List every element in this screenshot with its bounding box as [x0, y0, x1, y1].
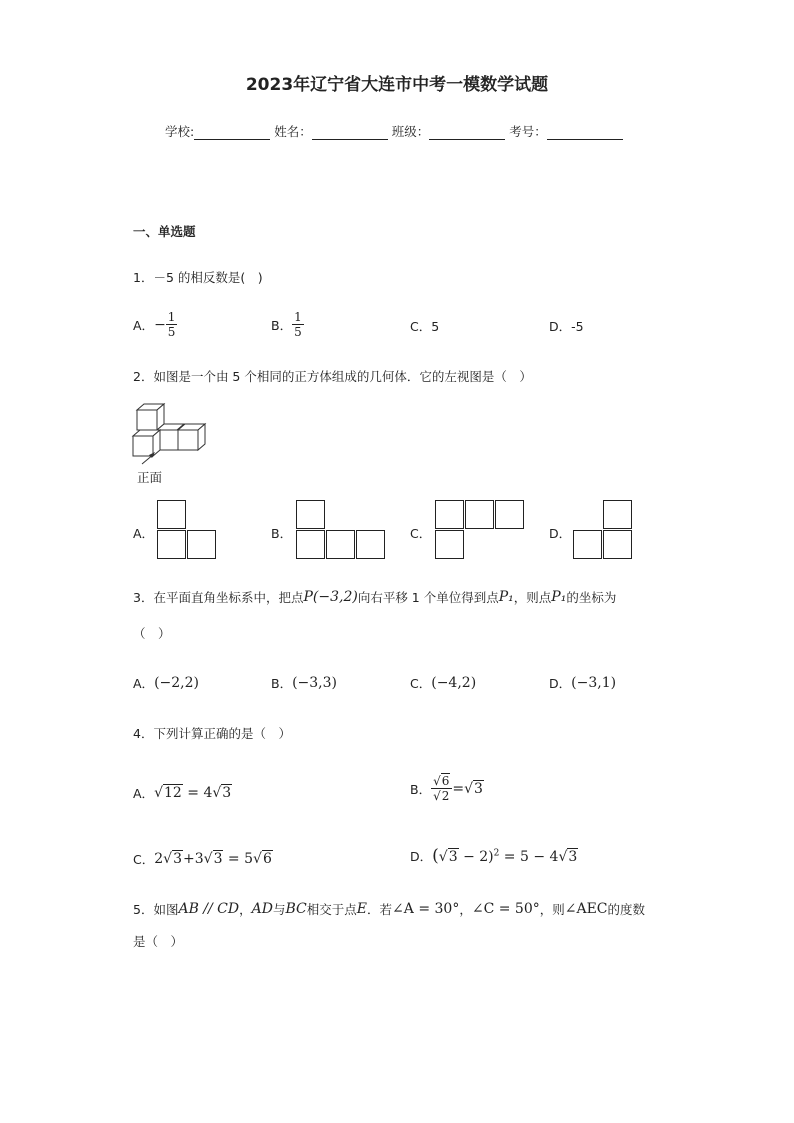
- square: [187, 530, 216, 559]
- q2-front-label: 正面: [137, 470, 163, 485]
- expr-part: =: [452, 780, 465, 797]
- q3-stem-part: ，则点: [513, 590, 552, 605]
- expr-part: (: [432, 846, 439, 866]
- q3-option-c-label: C．: [410, 676, 432, 691]
- square: [296, 530, 325, 559]
- numerator: √6: [431, 774, 452, 789]
- q1-option-b[interactable]: [271, 310, 304, 339]
- expr-part: 2: [154, 851, 164, 867]
- q3-stem-part: 的坐标为: [566, 590, 617, 605]
- exam-no-label: 考号：: [509, 124, 547, 139]
- expr-part: = 4: [182, 785, 213, 801]
- q4-option-d-expr: $(√3 - 2)^2 = 5 - 4√3$: [432, 846, 578, 866]
- q4-option-a-expr: √12 = 4√3: [154, 785, 232, 801]
- q5-segment-bc: BC: [285, 901, 307, 917]
- q1-option-a[interactable]: [133, 310, 177, 339]
- q4-option-a-label: A．: [133, 786, 155, 801]
- expr-part: +3: [183, 851, 204, 867]
- q4-option-d-label: D．: [410, 849, 433, 864]
- name-label: 姓名：: [274, 124, 312, 139]
- square: [495, 500, 524, 529]
- q1-option-c[interactable]: C．5: [410, 319, 440, 334]
- expr-part: = 5 − 4: [499, 849, 559, 865]
- q5-stem-part: ．若: [367, 902, 393, 917]
- square: [356, 530, 385, 559]
- q3-option-d[interactable]: [549, 674, 616, 692]
- question-1-stem: 1．－5 的相反数是( ): [133, 270, 263, 285]
- radicand: 3: [213, 851, 223, 867]
- q3-option-a-label: A．: [133, 676, 155, 691]
- q3-stem-line2: （ ）: [133, 626, 171, 641]
- question-2-stem: 2．如图是一个由 5 个相同的正方体组成的几何体．它的左视图是（ ）: [133, 369, 532, 384]
- denominator: √2: [433, 789, 450, 803]
- q4-option-a[interactable]: [133, 784, 232, 802]
- q2-option-d-figure[interactable]: [573, 500, 633, 560]
- q1-option-a-label: A．: [133, 317, 155, 333]
- q5-stem-part: ，则: [539, 902, 565, 917]
- numerator: 1: [167, 310, 176, 324]
- q2-option-b-figure[interactable]: [296, 500, 386, 560]
- school-blank[interactable]: [194, 125, 270, 140]
- radicand: 12: [163, 785, 182, 801]
- question-4-stem: 4．下列计算正确的是（ ）: [133, 726, 291, 741]
- denominator: 5: [167, 325, 176, 339]
- q5-stem-part: 的度数: [607, 902, 646, 917]
- question-5-stem: [133, 900, 645, 918]
- square: [465, 500, 494, 529]
- name-blank[interactable]: [312, 125, 388, 140]
- square: [435, 500, 464, 529]
- q3-stem-part: 3．在平面直角坐标系中，把点: [133, 590, 304, 605]
- q3-option-c-value: (−4,2): [431, 675, 477, 691]
- square: [157, 530, 186, 559]
- q4-option-b[interactable]: [410, 774, 484, 803]
- q3-option-d-label: D．: [549, 676, 572, 691]
- q5-stem-part: 与: [272, 902, 286, 917]
- school-label: 学校:: [165, 124, 195, 139]
- q2-option-c-figure[interactable]: [435, 500, 525, 560]
- radicand: 3: [173, 851, 182, 867]
- q1-option-a-sign: −: [154, 316, 166, 333]
- q1-option-b-fraction: [292, 310, 304, 339]
- q4-option-b-fraction: [431, 774, 452, 803]
- q5-angle-aec: ∠AEC: [564, 901, 608, 917]
- q3-option-b-value: (−3,3): [292, 675, 337, 691]
- q5-stem-part: ，: [239, 902, 252, 917]
- q5-stem-part: ，: [459, 902, 472, 917]
- section-heading: 一、单选题: [133, 224, 196, 239]
- q2-solid-figure: [128, 400, 212, 465]
- q5-angle-a: ∠A = 30°: [392, 901, 460, 917]
- q5-angle-c: ∠C = 50°: [471, 901, 540, 917]
- q2-option-c-label[interactable]: C．: [410, 526, 432, 541]
- class-blank[interactable]: [429, 125, 505, 140]
- square: [573, 530, 602, 559]
- q3-point-p1: P₁: [498, 589, 514, 605]
- q2-option-a-label[interactable]: A．: [133, 526, 155, 541]
- q3-point-p1: P₁: [551, 589, 567, 605]
- q1-option-a-fraction: [166, 310, 178, 339]
- radicand: 3: [448, 849, 458, 865]
- square: [296, 500, 325, 529]
- square: [326, 530, 355, 559]
- q4-option-c-label: C．: [133, 852, 155, 867]
- q2-option-b-label[interactable]: B．: [271, 526, 293, 541]
- exponent: 2: [493, 848, 500, 859]
- square: [603, 500, 632, 529]
- question-3-stem: [133, 588, 616, 606]
- q1-option-d[interactable]: D．-5: [549, 319, 584, 334]
- q3-point-p: P(−3,2): [303, 589, 358, 605]
- numerator: 1: [294, 310, 302, 324]
- q3-option-c[interactable]: [410, 674, 476, 692]
- radicand: 3: [222, 785, 232, 801]
- class-label: 班级：: [391, 124, 430, 139]
- q3-option-b-label: B．: [271, 676, 293, 691]
- q3-option-b[interactable]: [271, 674, 337, 692]
- q4-option-b-rhs: √3: [464, 780, 483, 797]
- square: [603, 530, 632, 559]
- q5-parallel: AB // CD: [178, 901, 240, 917]
- page-title: 2023年辽宁省大连市中考一模数学试题: [245, 75, 549, 95]
- q5-stem-part: 相交于点: [306, 902, 357, 917]
- q3-option-a[interactable]: [133, 674, 199, 692]
- q5-segment-ad: AD: [251, 901, 273, 917]
- radicand: 3: [568, 849, 578, 865]
- student-info-line: [165, 122, 627, 140]
- square: [157, 500, 186, 529]
- q2-option-d-label[interactable]: D．: [549, 526, 572, 541]
- q1-option-b-label: B．: [271, 317, 293, 333]
- q4-option-b-label: B．: [410, 781, 432, 797]
- radicand: 6: [441, 774, 450, 788]
- denominator: 5: [294, 325, 302, 339]
- radicand: 3: [474, 780, 483, 797]
- q4-option-c-expr: 2√3+3√3 = 5√6: [154, 851, 272, 867]
- q3-option-d-value: (−3,1): [571, 675, 617, 691]
- q4-option-d[interactable]: [410, 846, 578, 866]
- radicand: 6: [262, 851, 272, 867]
- q5-stem-part: 5．如图: [133, 902, 179, 917]
- q5-point-e: E: [356, 901, 368, 917]
- q5-stem-line2: 是（ ）: [133, 934, 184, 949]
- exam-no-blank[interactable]: [547, 125, 623, 140]
- square: [435, 530, 464, 559]
- q3-option-a-value: (−2,2): [154, 675, 199, 691]
- radicand: 2: [441, 789, 450, 803]
- expr-part: = 5: [223, 851, 254, 867]
- q3-stem-part: 向右平移 1 个单位得到点: [357, 590, 499, 605]
- expr-part: − 2): [458, 849, 494, 865]
- q4-option-c[interactable]: [133, 850, 273, 868]
- q2-option-a-figure[interactable]: [157, 500, 217, 560]
